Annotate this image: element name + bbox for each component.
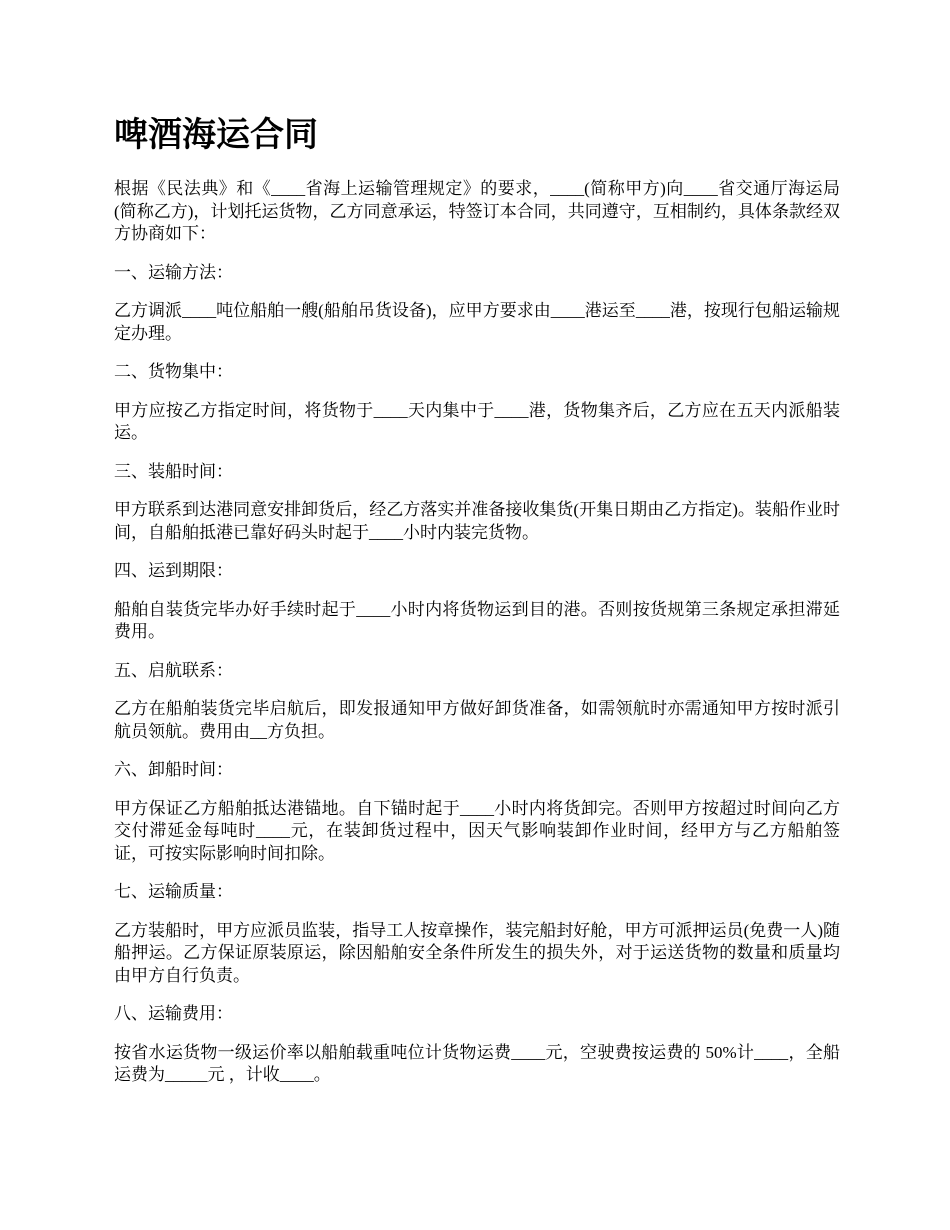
section-heading-departure-contact: 五、启航联系：: [114, 660, 233, 680]
section-text-unloading-time: 甲方保证乙方船舶抵达港锚地。自下锚时起于____小时内将货卸完。否则甲方按超过时间向乙方交付滞延金每吨时____元，在装卸货过程中，因天气影响装卸作业时间，经甲方与乙方船舶签证，可按实际影响时间扣除。: [114, 798, 840, 863]
section-text-transport-fees: 按省水运货物一级运价率以船舶载重吨位计货物运费____元，空驶费按运费的 50%计____，全船运费为_____元 ，计收____。: [114, 1042, 840, 1084]
section-heading-delivery-period: 四、运到期限：: [114, 561, 233, 580]
document-title: 啤酒海运合同: [114, 117, 318, 154]
section-heading-transport-quality: 七、运输质量：: [114, 882, 233, 901]
section-heading-transport-fees: 八、运输费用：: [114, 1004, 233, 1023]
section-heading-unloading-time: 六、卸船时间：: [114, 760, 233, 779]
section-heading-loading-time: 三、装船时间：: [114, 461, 233, 481]
section-text-departure-contact: 乙方在船舶装货完毕启航后，即发报通知甲方做好卸货准备，如需领航时亦需通知甲方按时派引航员领航。费用由__方负担。: [114, 699, 840, 741]
section-text-transport-quality: 乙方装船时，甲方应派员监装，指导工人按章操作，装完船封好舱，甲方可派押运员(免费一人)随船押运。乙方保证原装原运，除因船舶安全条件所发生的损失外，对于运送货物的数量和质量均由甲方自行负责。: [114, 920, 840, 985]
document-body: [114, 178, 840, 1103]
section-heading-transport-method: 一、运输方法：: [114, 262, 233, 282]
section-text-cargo-collection: 甲方应按乙方指定时间，将货物于____天内集中于____港，货物集齐后，乙方应在五天内派船装运。: [114, 400, 840, 442]
section-text-loading-time: 甲方联系到达港同意安排卸货后，经乙方落实并准备接收集货(开集日期由乙方指定)。装船作业时间，自船舶抵港已靠好码头时起于____小时内装完货物。: [114, 500, 840, 542]
intro-paragraph: 根据《民法典》和《____省海上运输管理规定》的要求，____(简称甲方)向____省交通厅海运局(简称乙方)，计划托运货物，乙方同意承运，特签订本合同，共同遵守，互相制约，具体条款经双方协商如下：: [114, 179, 840, 243]
section-text-delivery-period: 船舶自装货完毕办好手续时起于____小时内将货物运到目的港。否则按货规第三条规定承担滞延费用。: [114, 599, 840, 641]
section-heading-cargo-collection: 二、货物集中：: [114, 362, 233, 381]
section-text-transport-method: 乙方调派____吨位船舶一艘(船舶吊货设备)，应甲方要求由____港运至____港，按现行包船运输规定办理。: [114, 301, 840, 343]
